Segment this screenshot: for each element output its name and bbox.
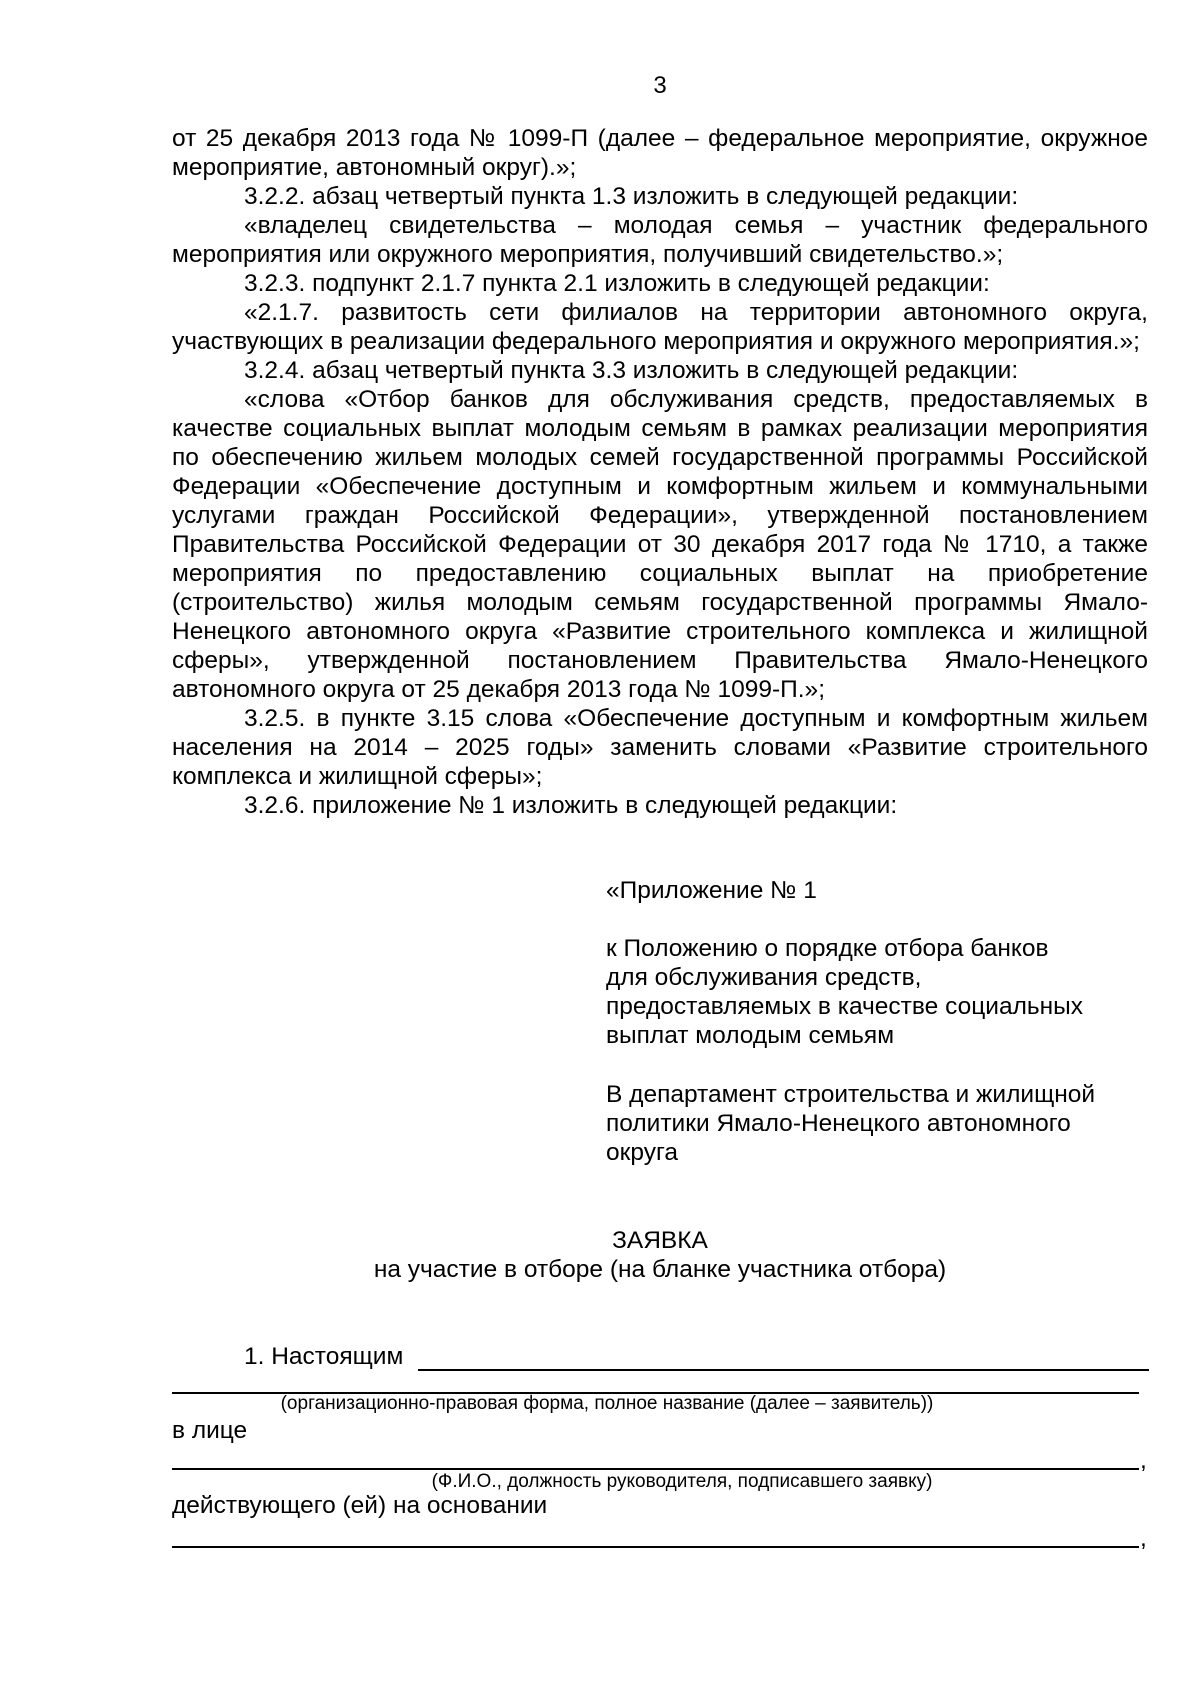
paragraph: от 25 декабря 2013 года № 1099-П (далее – федеральное мероприятие, окружное мероприятие, автономный округ).»; xyxy=(172,125,1148,181)
appendix-line: к Положению о порядке отбора банков xyxy=(606,935,1049,962)
appendix-header xyxy=(606,876,1166,905)
document-body xyxy=(172,124,1148,820)
caption-applicant: (организационно-правовая форма, полное название (далее – заявитель)) xyxy=(280,1393,934,1414)
form-field-line xyxy=(172,1546,1139,1548)
application-title: ЗАЯВКА xyxy=(612,1227,708,1254)
page-number: 3 xyxy=(653,72,667,99)
addressee-line: округа xyxy=(606,1139,678,1166)
paragraph: 3.2.4. абзац четвертый пункта 3.3 изложить в следующей редакции: xyxy=(244,357,1019,384)
paragraph: 3.2.6. приложение № 1 изложить в следующей редакции: xyxy=(244,792,898,819)
appendix-line: предоставляемых в качестве социальных xyxy=(606,993,1084,1020)
form-acting-label: действующего (ей) на основании xyxy=(172,1492,548,1519)
paragraph: 3.2.3. подпункт 2.1.7 пункта 2.1 изложить в следующей редакции: xyxy=(244,270,990,297)
paragraph: «2.1.7. развитость сети филиалов на территории автономного округа, участвующих в реализации федерального мероприятия и окружного мероприятия.»; xyxy=(172,299,1148,355)
caption-head: (Ф.И.О., должность руководителя, подписавшего заявку) xyxy=(431,1471,933,1492)
paragraph: 3.2.5. в пункте 3.15 слова «Обеспечение доступным и комфортным жильем населения на 2014 – 2025 годы» заменить словами «Развитие строительного комплекса и жилищной сферы»; xyxy=(172,705,1148,790)
paragraph: 3.2.2. абзац четвертый пункта 1.3 изложить в следующей редакции: xyxy=(244,183,1019,210)
form-item1-label: 1. Настоящим xyxy=(244,1343,404,1370)
addressee-line: политики Ямало-Ненецкого автономного xyxy=(606,1110,1071,1137)
application-subtitle: на участие в отборе (на бланке участника отбора) xyxy=(373,1256,947,1283)
paragraph: «слова «Отбор банков для обслуживания средств, предоставляемых в качестве социальных выплат молодым семьям в рамках реализации мероприятия по обеспечению жильем молодых семей государственной программы Российской Федерации «Обеспечение доступным и комфортным жильем и коммунальными услугами граждан Российской Федерации», утвержденной постановлением Правительства Российской Федерации от 30 декабря 2017 года № 1710, а также мероприятия по предоставлению социальных выплат на приобретение (строительство) жилья молодым семьям государственной программы Ямало-Ненецкого автономного округа «Развитие строительного комплекса и жилищной сферы», утвержденной постановлением Правительства Ямало-Ненецкого автономного округа от 25 декабря 2013 года № 1099-П.»; xyxy=(172,386,1148,703)
addressee xyxy=(606,1080,1166,1167)
appendix-line: для обслуживания средств, xyxy=(606,964,922,991)
paragraph: «владелец свидетельства – молодая семья – участник федерального мероприятия или окружного мероприятия, получивший свидетельство.»; xyxy=(172,212,1148,268)
appendix-reference xyxy=(606,934,1166,1050)
form-field-line xyxy=(418,1369,1149,1371)
comma: , xyxy=(1140,1447,1147,1474)
appendix-line: выплат молодым семьям xyxy=(606,1022,895,1049)
comma: , xyxy=(1140,1525,1147,1552)
appendix-title: «Приложение № 1 xyxy=(606,877,817,904)
addressee-line: В департамент строительства и жилищной xyxy=(606,1081,1096,1108)
form-in-person-label: в лице xyxy=(172,1417,248,1444)
